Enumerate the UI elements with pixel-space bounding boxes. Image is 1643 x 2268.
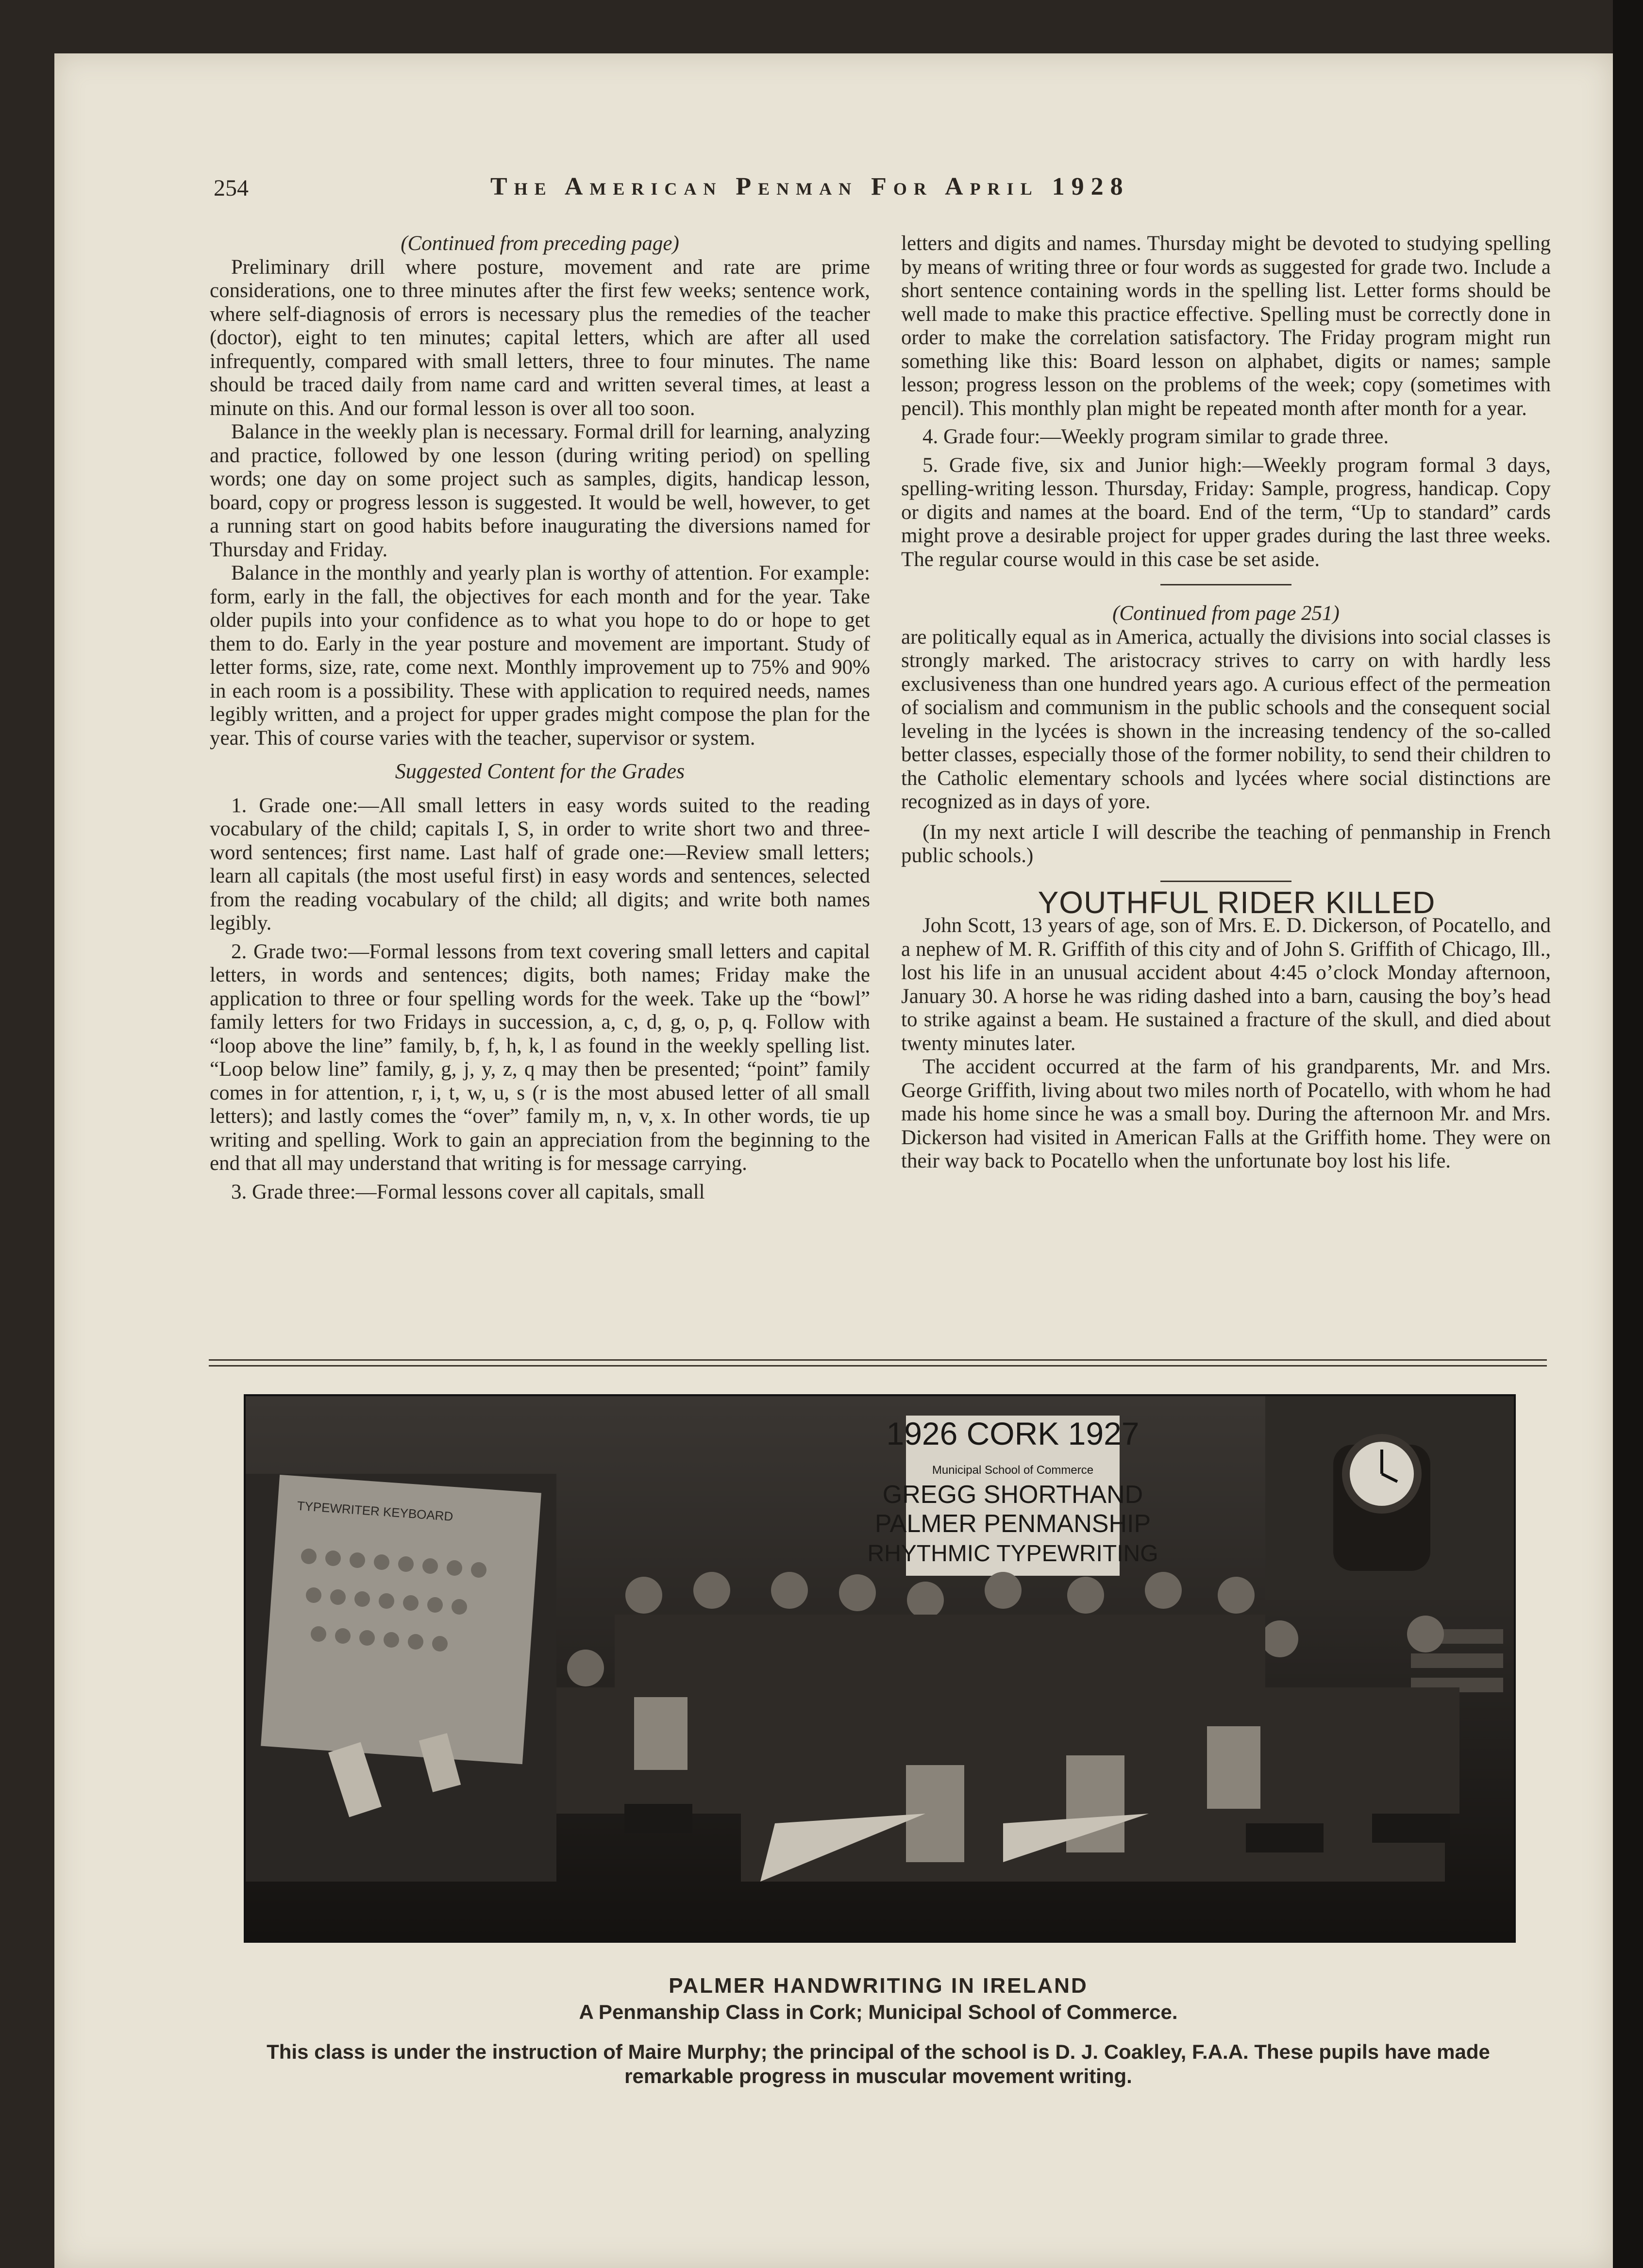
continued-note: (Continued from preceding page) — [401, 232, 679, 255]
paragraph: are politically equal as in America, actually the divisions into social classes is strongly marked. The aristocracy strives to carry on with hardly less exclusiveness than one hundred years ago. A curious effect of the permeation of socialism and communism in the public schools and the consequent social leveling in the lycées is shown in the increasing tendency of the so-called better classes, especially those of the former nobility, to send their children to the Catholic elementary schools and lycées where social distinctions are recognized as in days of yore. — [901, 625, 1551, 813]
caption-subtitle: A Penmanship Class in Cork; Municipal School of Commerce. — [579, 2001, 1178, 2023]
running-head: The American Penman For April 1928 — [490, 173, 1130, 200]
section-rule — [1160, 584, 1291, 585]
paragraph: The accident occurred at the farm of his grandparents, Mr. and Mrs. George Griffith, living about two miles north of Pocatello, with whom he had made his home since he was a small boy. During the afternoon Mr. and Mrs. Dickerson had visited in American Falls at the Griffith home. They were on their way back to Pocatello when the unfortunate boy lost his life. — [901, 1055, 1551, 1172]
keyboard-chart-label: TYPEWRITER KEYBOARD — [296, 1498, 454, 1524]
paragraph: John Scott, 13 years of age, son of Mrs. E. D. Dickerson, of Pocatello, and a nephew of M. R. Griffith of this city and of John S. Griffith of Chicago, Ill., lost his life in an unusual accident about 4:45 o’clock Monday afternoon, January 30. A horse he was riding dashed into a barn, causing the boy’s head to strike against a beam. He sustained a fracture of the skull, and died about twenty minutes later. — [901, 914, 1551, 1055]
left-column — [210, 232, 870, 1204]
double-rule-bottom — [209, 1365, 1547, 1367]
paragraph: letters and digits and names. Thursday might be devoted to studying spelling by means of writing three or four words as suggested for grade two. Include a short sentence containing words in the spelling list. Letter forms should be well made to make this practice effective. Spelling must be correctly done in order to make the correlation satisfactory. The Friday program might run something like this: Board lesson on alphabet, digits or names; sample lesson; progress lesson on the problems of the week; copy (sometimes with pencil). This monthly plan might be repeated month after month for a year. — [901, 232, 1551, 420]
page-header — [214, 172, 1287, 216]
section-subhead: Suggested Content for the Grades — [395, 759, 685, 783]
sign-line-2: Municipal School of Commerce — [932, 1464, 1094, 1477]
continued-note: (Continued from page 251) — [1112, 602, 1340, 625]
paragraph: Balance in the monthly and yearly plan is worthy of attention. For example: form, early in the fall, the objectives for each month and for the year. Take older pupils into your confidence as to what you hope to do or hope to get them to do. Early in the year posture and movement are important. Study of letter forms, size, rate, come next. Monthly improvement up to 75% and 90% in each room is a possibility. These with application to required needs, names legibly written, and a project for upper grades might compose the plan for the year. This of course varies with the teacher, supervisor or system. — [210, 562, 870, 750]
paragraph: Balance in the weekly plan is necessary. Formal drill for learning, analyzing and practice, followed by one lesson (during writing period) on spelling words; one day on some project such as samples, digits, handicap lesson, board, copy or progress lesson is suggested. It would be well, however, to get a running start on good habits before inaugurating the diversions named for Thursday and Friday. — [210, 420, 870, 561]
grade-one-paragraph: 1. Grade one:—All small letters in easy words suited to the reading vocabulary of the child; capitals I, S, in order to write short two and three-word sentences; first name. Last half of grade one:—Review small letters; learn all capitals (the most useful first) in easy words and sentences, selected from the reading vocabulary of the child; all digits; and write both names legibly. — [210, 794, 870, 934]
double-rule-top — [209, 1359, 1547, 1361]
photo-caption — [210, 1973, 1547, 2088]
grade-two-paragraph: 2. Grade two:—Formal lessons from text covering small letters and capital letters, in words and sentences; digits, both names; Friday make the application to three or four spelling words for the week. Take up the “bowl” family letters for two Fridays in succession, a, c, d, g, o, p, q. Follow with “loop above the line” family, b, f, h, k, l as found in the weekly spelling list. “Loop below line” family, g, j, y, z, q may then be presented; “point” family comes in for attention, r, i, t, w, u, s (r is the most abused letter of all small letters); and lastly comes the “over” family m, n, v, x. In other words, tie up writing and spelling. Work to gain an appreciation from the beginning to the end that all may understand that writing is for message carrying. — [210, 940, 870, 1175]
sign-line-5: RHYTHMIC TYPEWRITING — [867, 1541, 1158, 1567]
caption-body: This class is under the instruction of Maire Murphy; the principal of the school is D. J. Coakley, F.A.A. These pupils have made remarkable progress in muscular movement writing. — [267, 2040, 1490, 2087]
section-rule — [1160, 881, 1291, 882]
grade-four-paragraph: 4. Grade four:—Weekly program similar to grade three. — [922, 425, 1389, 448]
paragraph: (In my next article I will describe the teaching of penmanship in French public schools.) — [901, 820, 1551, 867]
news-title: YOUTHFUL RIDER KILLED — [1038, 884, 1436, 920]
sign-line-1: 1926 CORK 1927 — [886, 1416, 1140, 1451]
paragraph: Preliminary drill where posture, movement and rate are prime considerations, one to three minutes after the first few weeks; sentence work, where self-diagnosis of errors is necessary plus the remedies of the teacher (doctor), eight to ten minutes; capital letters, which are after all used infrequently, compared with small letters, three to four minutes. The name should be traced daily from name card and written several times, at least a minute on this. And our formal lesson is over all too soon. — [210, 255, 870, 420]
wall-clock — [1333, 1434, 1430, 1571]
sign-line-4: PALMER PENMANSHIP — [874, 1510, 1151, 1538]
binding-spine — [1613, 0, 1643, 2268]
grade-five-paragraph: 5. Grade five, six and Junior high:—Weekly program formal 3 days, spelling-writing lesson. Thursday, Friday: Sample, progress, handicap. Copy or digits and names at the board. End of the term, “Up to standard” cards might prove a desirable project for upper grades during the last three weeks. The regular course would in this case be set aside. — [901, 453, 1551, 571]
caption-title: PALMER HANDWRITING IN IRELAND — [669, 1974, 1088, 1998]
class-photograph — [244, 1394, 1516, 1943]
sign-line-3: GREGG SHORTHAND — [882, 1481, 1143, 1509]
page-number: 254 — [214, 175, 249, 201]
grade-three-paragraph: 3. Grade three:—Formal lessons cover all capitals, small — [231, 1180, 705, 1203]
right-column — [901, 232, 1551, 1173]
